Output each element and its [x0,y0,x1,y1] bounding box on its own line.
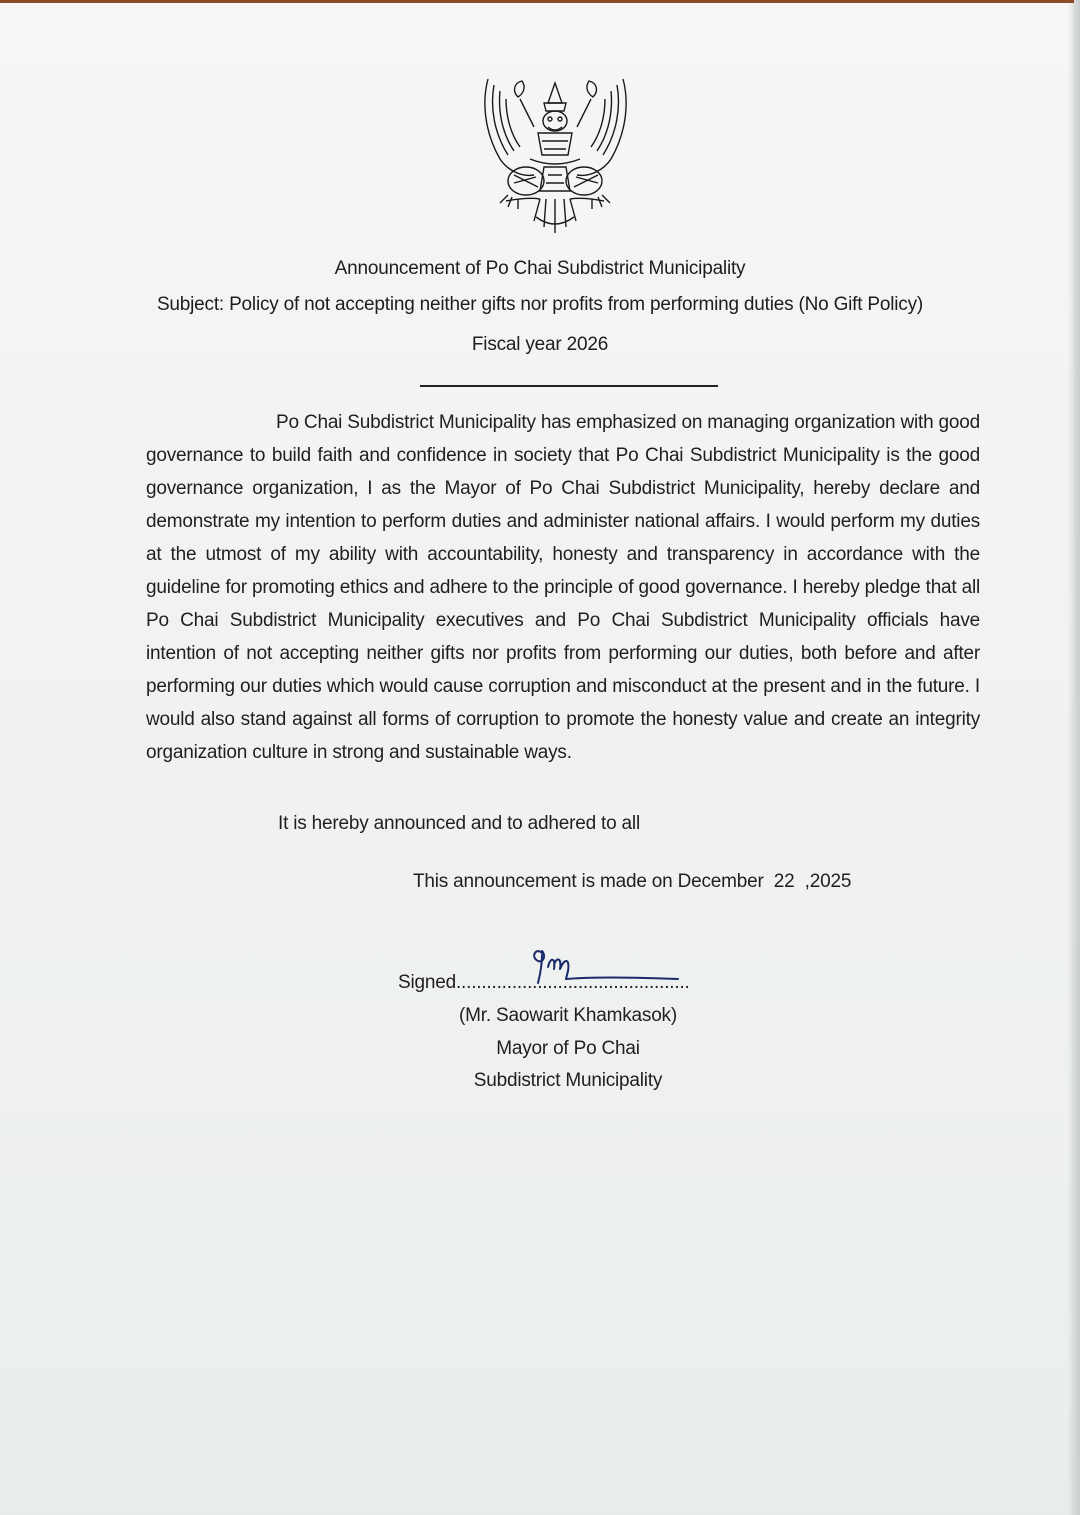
announcement-body [146,406,980,769]
signed-line: Signed.............................................. [398,972,690,993]
announcement-date: This announcement is made on December 22 ,2025 [413,871,852,892]
document-subject: Subject: Policy of not accepting neither gifts nor profits from performing duties (No Gift Policy) [156,294,924,315]
garuda-emblem-icon [478,71,633,237]
document-title: Announcement of Po Chai Subdistrict Municipality [334,258,746,279]
closing-statement: It is hereby announced and to adhered to all [278,813,640,834]
page-edge [1074,0,1080,1515]
signatory-title-line-2: Subdistrict Municipality [473,1070,663,1091]
body-paragraph: Po Chai Subdistrict Municipality has emphasized on managing organization with good governance to build faith and confidence in society that Po Chai Subdistrict Municipality is the good governance organization, I as the Mayor of Po Chai Subdistrict Municipality, hereby declare and demonstrate my intention to perform duties and administer national affairs. I would perform my duties at the utmost of my ability with accountability, honesty and transparency in accordance with the guideline for promoting ethics and adhere to the principle of good governance. I hereby pledge that all Po Chai Subdistrict Municipality executives and Po Chai Subdistrict Municipality officials have intention of not accepting neither gifts nor profits from performing our duties, both before and after performing our duties which would cause corruption and misconduct at the present and in the future. I would also stand against all forms of corruption to promote the honesty value and create an integrity organization culture in strong and sustainable ways. [146,412,980,763]
signatory-name: (Mr. Saowarit Khamkasok) [459,1005,677,1026]
fiscal-year: Fiscal year 2026 [471,334,609,355]
title-divider [420,385,718,387]
handwritten-signature-icon [528,943,688,988]
document-page [0,3,1074,1515]
signatory-title-line-1: Mayor of Po Chai [496,1038,640,1059]
